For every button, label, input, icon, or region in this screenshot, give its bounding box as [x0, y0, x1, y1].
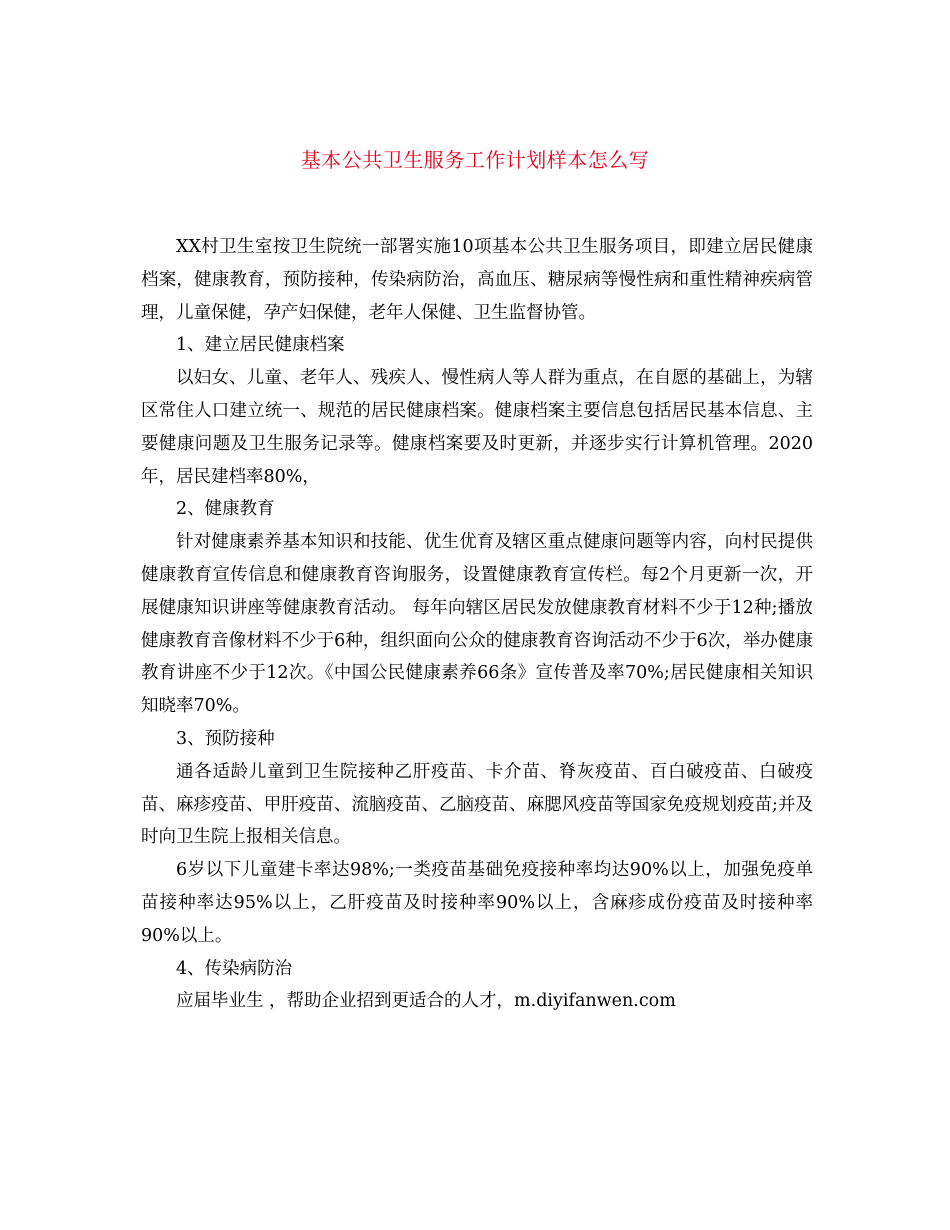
- section-1-paragraph: 以妇女、儿童、老年人、残疾人、慢性病人等人群为重点，在自愿的基础上，为辖区常住人口建立统一、规范的居民健康档案。健康档案主要信息包括居民基本信息、主要健康问题及卫生服务记录等。健康档案要及时更新，并逐步实行计算机管理。2020年，居民建档率80%，: [141, 368, 813, 487]
- document-title: 基本公共卫生服务工作计划样本怎么写: [300, 148, 650, 172]
- section-3-paragraph-1: 通各适龄儿童到卫生院接种乙肝疫苗、卡介苗、脊灰疫苗、百白破疫苗、白破疫苗、麻疹疫苗、甲肝疫苗、流脑疫苗、乙脑疫苗、麻腮风疫苗等国家免疫规划疫苗;并及时向卫生院上报相关信息。: [141, 761, 813, 848]
- section-heading-4: 4、传染病防治: [176, 958, 293, 979]
- section-2-paragraph: 针对健康素养基本知识和技能、优生优育及辖区重点健康问题等内容，向村民提供健康教育宣传信息和健康教育咨询服务，设置健康教育宣传栏。每2个月更新一次，开展健康知识讲座等健康教育活动。 每年向辖区居民发放健康教育材料不少于12种;播放健康教育音像材料不少于6种，组织面向公众的健康教育咨询活动不少于6次，举办健康教育讲座不少于12次。《中国公民健康素养66条》宣传普及率70%;居民健康相关知识知晓率70%。: [141, 532, 813, 717]
- section-3-paragraph-2: 6岁以下儿童建卡率达98%;一类疫苗基础免疫接种率均达90%以上，加强免疫单苗接种率达95%以上，乙肝疫苗及时接种率90%以上，含麻疹成份疫苗及时接种率90%以上。: [141, 860, 813, 946]
- section-heading-3: 3、预防接种: [176, 728, 275, 749]
- section-heading-1: 1、建立居民健康档案: [176, 335, 345, 356]
- document-body: [141, 231, 813, 1018]
- section-4-paragraph: 应届毕业生 ，帮助企业招到更适合的人才，m.diyifanwen.com: [176, 991, 676, 1012]
- section-heading-2: 2、健康教育: [176, 499, 275, 520]
- intro-paragraph: XX村卫生室按卫生院统一部署实施10项基本公共卫生服务项目，即建立居民健康档案，健康教育，预防接种，传染病防治，高血压、糖尿病等慢性病和重性精神疾病管理，儿童保健，孕产妇保健，老年人保健、卫生监督协管。: [141, 237, 813, 323]
